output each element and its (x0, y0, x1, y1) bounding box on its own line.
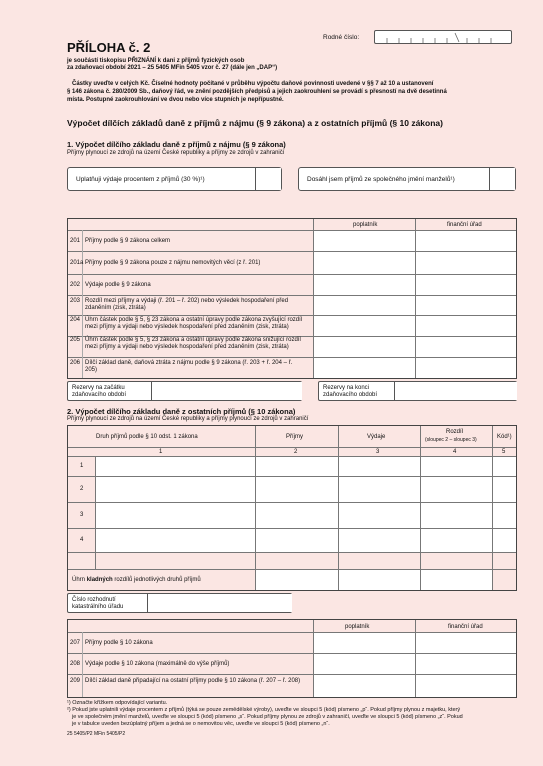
row-num: 206 (70, 360, 81, 366)
option-expenses-percent-checkbox[interactable] (255, 168, 281, 190)
s2-r2-kod[interactable] (493, 477, 516, 502)
row-text: Výdaje podle § 10 zákona (maximálně do výše příjmů) (85, 661, 230, 667)
s2-r3-rozdil[interactable] (421, 503, 492, 528)
option-sjm-checkbox[interactable] (489, 168, 515, 190)
r202-urad[interactable] (416, 275, 516, 295)
col-druh: Druh příjmů podle § 10 odst. 1 zákona (96, 434, 198, 440)
row-text: Úhrn částek podle § 5, § 23 zákona a ostatní úpravy podle zákona snižující rozdíl mezi příjmy a výdaji nebo výsledek hospodaření před zdaněním (zisk, ztráta) (85, 337, 301, 350)
reserve-start (67, 381, 302, 401)
rodne-cislo-label: Rodné číslo: (323, 34, 360, 41)
row-text: Dílčí základ daně, daňová ztráta z nájmu podle § 9 zákona (ř. 203 + ř. 204 – ř. 205) (85, 360, 293, 373)
cislo-rozhodnuti-label: Číslo rozhodnutí katastrálního úřadu (72, 597, 124, 610)
r209-urad[interactable] (416, 675, 516, 697)
s2-r4-prijmy[interactable] (256, 529, 338, 552)
intro-line2: § 146 zákona č. 280/2009 Sb., daňový řád, ve znění pozdějších předpisů a jejich zaokrouhlení se provádí s přesností na dvě desetinná (67, 89, 447, 95)
form-code: 25 5405/P2 MFin 5405/P2 (67, 731, 126, 737)
s2-r2-rozdil[interactable] (421, 477, 492, 502)
col-num: 2 (294, 449, 298, 455)
cislo-rozhodnuti-input[interactable] (147, 594, 292, 612)
r208-urad[interactable] (416, 654, 516, 674)
r203-urad[interactable] (416, 296, 516, 315)
s2-r4-druh[interactable] (96, 529, 255, 552)
subtitle-line1: je součástí tiskopisu PŘIZNÁNÍ k dani z příjmů fyzických osob (67, 58, 245, 64)
s2-r3-druh[interactable] (96, 503, 255, 528)
s2-r1-kod[interactable] (493, 457, 516, 476)
s2-r1-prijmy[interactable] (256, 457, 338, 476)
row-num: 203 (70, 298, 81, 304)
uhrn-vydaje[interactable] (339, 570, 420, 590)
intro-line1: Částky uveďte v celých Kč. Číselné hodnoty počítané v průběhu výpočtu daňové povinnosti uvedené v §§ 7 až 10 a ustanovení (72, 81, 434, 87)
footnote-2b: je ve společném jmění manželů, uveďte ve sloupci 5 (kód) písmeno „s“. Pokud příjmy plynou ze zdrojů v zahraničí, uveďte ve sloupci 5 (kód) písmeno „z“. Pokud (72, 714, 463, 720)
r206-poplatnik[interactable] (314, 358, 415, 378)
r203-poplatnik[interactable] (314, 296, 415, 315)
r201a-poplatnik[interactable] (314, 252, 415, 274)
col-financni-urad: finanční úřad (448, 624, 483, 630)
reserve-start-label: Rezervy na začátku zdaňovacího období (72, 385, 127, 398)
s2-r1-druh[interactable] (96, 457, 255, 476)
option-expenses-percent-label: Uplatňuji výdaje procentem z příjmů (30 %)¹) (76, 176, 205, 183)
r201-urad[interactable] (416, 231, 516, 251)
s2-r3-prijmy[interactable] (256, 503, 338, 528)
r204-urad[interactable] (416, 316, 516, 336)
col-kod: Kód¹) (497, 434, 512, 440)
s2-r4-vydaje[interactable] (339, 529, 420, 552)
row-num: 207 (70, 640, 81, 646)
row-num: 1 (80, 463, 84, 469)
row-num: 208 (70, 661, 81, 667)
cislo-rozhodnuti (67, 593, 292, 613)
s2-r4-rozdil[interactable] (421, 529, 492, 552)
col-num: 5 (502, 449, 506, 455)
footnote-2a: ²) Pokud jste uplatnili výdaje procentem z příjmů (týká se pouze zemědělské výroby), uveďte ve sloupci 5 (kód) písmeno „p“. Pokud příjmy plynou z majetku, který (67, 707, 461, 713)
section2-heading: 2. Výpočet dílčího základu daně z ostatních příjmů (§ 10 zákona) (67, 407, 296, 416)
section2-summary-table (67, 619, 517, 698)
uhrn-label (72, 577, 201, 584)
row-text: Dílčí základ daně připadající na ostatní příjmy podle § 10 zákona (ř. 207 – ř. 208) (85, 678, 301, 684)
uhrn-prijmy[interactable] (256, 570, 338, 590)
col-prijmy: Příjmy (286, 434, 303, 440)
row-text: Příjmy podle § 9 zákona celkem (85, 238, 171, 244)
intro-line3: místa. Postupné zaokrouhlování ve dvou nebo více stupních je nepřípustné. (67, 97, 284, 103)
section1-subheading: Příjmy plynoucí ze zdrojů na území České republiky a příjmy ze zdrojů v zahraničí (67, 150, 285, 156)
col-num: 4 (453, 449, 457, 455)
row-text: Příjmy podle § 9 zákona pouze z nájmu nemovitých věcí (z ř. 201) (85, 260, 261, 266)
r206-urad[interactable] (416, 358, 516, 378)
subtitle-line2: za zdaňovací období 2021 – 25 5405 MFin 5405 vzor č. 27 (dále jen „DAP“) (67, 65, 278, 71)
section1-heading: 1. Výpočet dílčího základu daně z příjmů z nájmu (§ 9 zákona) (67, 140, 286, 149)
row-num: 2 (80, 486, 84, 492)
row-num: 204 (70, 317, 81, 323)
row-text: Výdaje podle § 9 zákona (85, 282, 151, 288)
s2-r1-vydaje[interactable] (339, 457, 420, 476)
section2-table (67, 425, 517, 591)
r204-poplatnik[interactable] (314, 316, 415, 336)
col-num: 3 (376, 449, 380, 455)
r205-urad[interactable] (416, 337, 516, 357)
reserve-end-input[interactable] (394, 382, 517, 400)
s2-r2-druh[interactable] (96, 477, 255, 502)
r207-urad[interactable] (416, 633, 516, 653)
s2-r3-vydaje[interactable] (339, 503, 420, 528)
section2-subheading: Příjmy plynoucí ze zdrojů na území České republiky a příjmy plynoucí ze zdrojů v zahraničí (67, 416, 309, 422)
footnote-1: ¹) Označte křížkem odpovídající variantu. (67, 700, 168, 706)
col-rozdil-sub: (sloupec 2 – sloupec 3) (425, 437, 477, 443)
row-num: 205 (70, 337, 81, 343)
r208-poplatnik[interactable] (314, 654, 415, 674)
row-num: 4 (80, 537, 84, 543)
reserve-end-label: Rezervy na konci zdaňovacího období (323, 385, 378, 398)
reserve-start-input[interactable] (151, 382, 302, 400)
s2-r4-kod[interactable] (493, 529, 516, 552)
section1-table (67, 218, 517, 379)
row-text: Úhrn částek podle § 5, § 23 zákona a ostatní úpravy podle zákona zvyšující rozdíl mezi příjmy a výdaji nebo výsledek hospodaření před zdaněním (zisk, ztráta) (85, 317, 303, 330)
r207-poplatnik[interactable] (314, 633, 415, 653)
uhrn-rozdil[interactable] (421, 570, 492, 590)
r201a-urad[interactable] (416, 252, 516, 274)
option-sjm-label: Dosáhl jsem příjmů ze společného jmění manželů¹) (307, 176, 455, 183)
col-vydaje: Výdaje (367, 434, 386, 440)
main-heading: Výpočet dílčích základů daně z příjmů z nájmu (§ 9 zákona) a z ostatních příjmů (§ 10 zákona) (67, 118, 443, 128)
option-expenses-percent (67, 167, 282, 191)
row-num: 201 (70, 238, 81, 244)
uhrn-prefix: Úhrn (72, 577, 86, 583)
uhrn-bold: kladných (86, 577, 113, 583)
r201-poplatnik[interactable] (314, 231, 415, 251)
reserve-end (318, 381, 517, 401)
uhrn-suffix: rozdílů jednotlivých druhů příjmů (114, 577, 201, 583)
col-poplatnik: poplatník (353, 222, 378, 228)
row-num: 202 (70, 282, 81, 288)
row-num: 3 (80, 512, 84, 518)
row-text: Rozdíl mezi příjmy a výdaji (ř. 201 – ř. 202) nebo výsledek hospodaření před zdaněním (zisk, ztráta) (85, 298, 289, 311)
row-text: Příjmy podle § 10 zákona (85, 640, 153, 646)
col-rozdil: Rozdíl (446, 429, 464, 435)
r202-poplatnik[interactable] (314, 275, 415, 295)
row-num: 209 (70, 678, 81, 684)
r209-poplatnik[interactable] (314, 675, 415, 697)
rodne-cislo-field[interactable] (374, 30, 512, 44)
col-financni-urad: finanční úřad (447, 222, 482, 228)
s2-r2-prijmy[interactable] (256, 477, 338, 502)
option-sjm (298, 167, 516, 191)
page-title: PŘÍLOHA č. 2 (67, 40, 151, 55)
col-poplatnik: poplatník (345, 624, 370, 630)
row-num: 201a (70, 260, 84, 266)
r205-poplatnik[interactable] (314, 337, 415, 357)
s2-r1-rozdil[interactable] (421, 457, 492, 476)
footnote-2c: je v tabulce uveden bezúplatný příjem a jedná se o nemovitou věc, uveďte ve sloupci 5 (kód) písmeno „n“. (72, 721, 330, 727)
col-num: 1 (159, 449, 163, 455)
s2-r2-vydaje[interactable] (339, 477, 420, 502)
s2-r3-kod[interactable] (493, 503, 516, 528)
rodne-cislo-ticks (375, 31, 511, 43)
